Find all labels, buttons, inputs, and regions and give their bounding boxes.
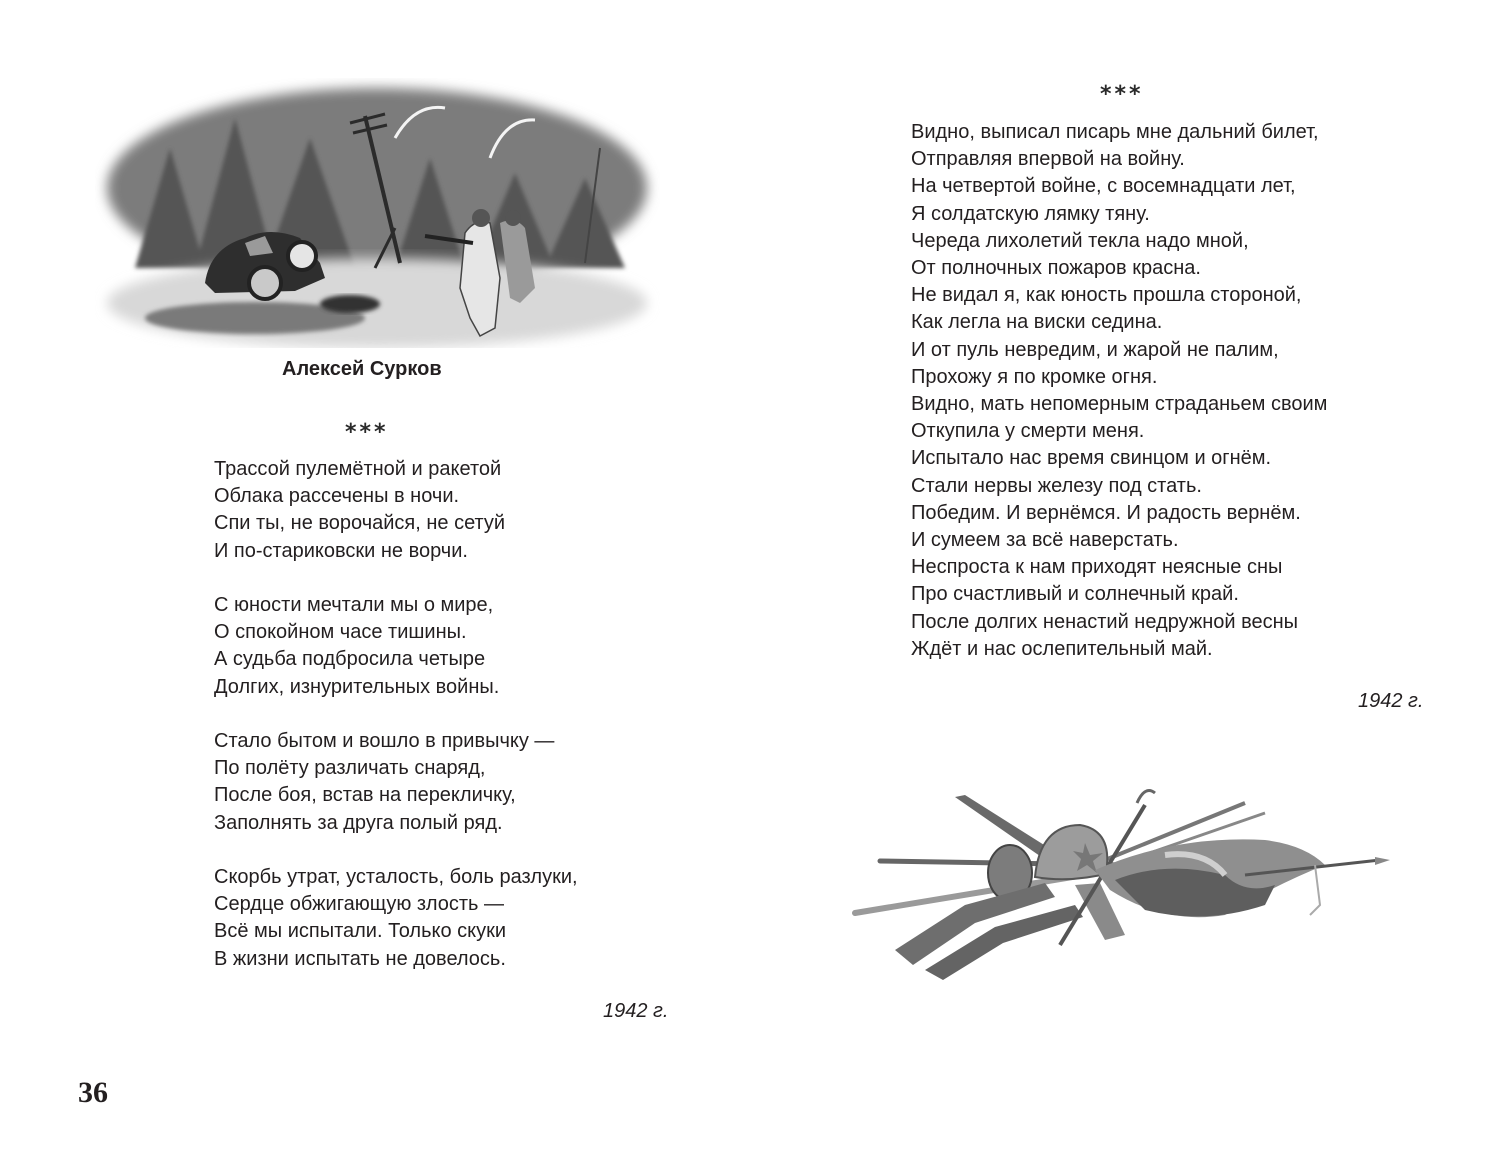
poem-line: Про счастливый и солнечный край. [911,583,1239,606]
right-page [750,0,1500,1152]
poem-line: От полночных пожаров красна. [911,257,1201,280]
poem-left [214,456,578,973]
poem-line: Сердце обжигающую злость — [214,893,505,916]
poem-right [911,119,1327,663]
poem-line: О спокойном часе тишины. [214,621,467,644]
poem-line: А судьба подбросила четыре [214,648,486,671]
weapons-and-banner-illustration [845,765,1415,980]
poem-separator: *** [1100,82,1144,107]
poem-line: В жизни испытать не довелось. [214,947,506,970]
poem-line: Не видал я, как юность прошла стороной, [911,284,1302,307]
poem-line: Трассой пулемётной и ракетой [214,458,502,480]
poem-line: Спи ты, не ворочайся, не сетуй [214,512,506,535]
poem-line: Испытало нас время свинцом и огнём. [911,447,1272,470]
poem-line: Победим. И вернёмся. И радость вернём. [911,501,1301,524]
poem-line: Откупила у смерти меня. [911,420,1145,443]
stanza [214,864,578,973]
poem-line: Заполнять за друга полый ряд. [214,811,503,834]
poem-line: Видно, выписал писарь мне дальний билет, [911,121,1319,143]
poem-line: Всё мы испытали. Только скуки [214,920,507,943]
poem-line: Долгих, изнурительных войны. [214,675,500,698]
war-scene-illustration [95,78,660,348]
stanza [214,456,578,565]
poem-line: Отправляя впервой на войну. [911,148,1185,171]
weapons-drawing [845,765,1415,980]
poem-line: После боя, встав на перекличку, [214,784,516,807]
poem-line: Прохожу я по кромке огня. [911,365,1158,388]
poem-line: На четвертой войне, с восемнадцати лет, [911,175,1296,198]
poem-date: 1942 г. [603,1000,669,1022]
poem-line: И сумеем за всё наверстать. [911,529,1179,552]
poem-line: И по-стариковски не ворчи. [214,539,468,562]
poem-line: После долгих ненастий недружной весны [911,610,1299,633]
poem-line: Ждёт и нас ослепительный май. [911,637,1213,660]
stanza [214,592,578,701]
poem-line: Скорбь утрат, усталость, боль разлуки, [214,866,578,888]
poem-date: 1942 г. [1358,690,1424,712]
poem-line: Череда лихолетий текла надо мной, [911,229,1249,252]
poem-line: Стали нервы железу под стать. [911,474,1202,497]
poem-line: С юности мечтали мы о мире, [214,594,494,616]
page-number: 36 [78,1076,108,1109]
poem-line: Видно, мать непомерным страданьем своим [911,393,1328,416]
poem-line: Облака рассечены в ночи. [214,485,460,508]
poem-line: Стало бытом и вошло в привычку — [214,730,555,752]
poem-separator: *** [345,420,389,445]
author-name: Алексей Сурков [282,358,442,380]
stanza [214,728,578,837]
war-scene-drawing [95,78,660,348]
poem-line: Неспроста к нам приходят неясные сны [911,556,1283,579]
poem-line: Я солдатскую лямку тяну. [911,202,1150,225]
poem-line: По полёту различать снаряд, [214,757,486,780]
poem-line: И от пуль невредим, и жарой не палим, [911,338,1279,361]
poem-line: Как легла на виски седина. [911,311,1163,334]
